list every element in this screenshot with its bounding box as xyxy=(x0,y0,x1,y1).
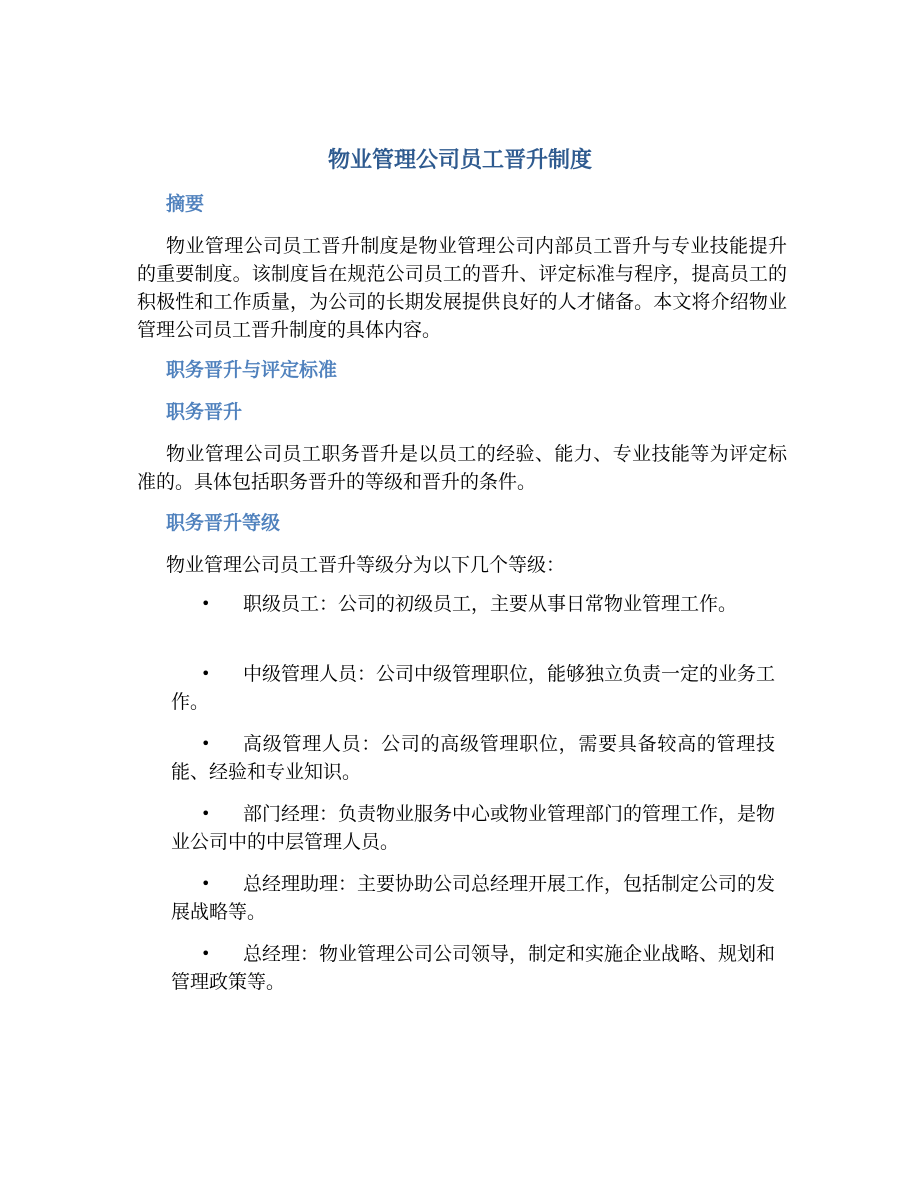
abstract-heading: 摘要 xyxy=(166,193,205,215)
document-title: 物业管理公司员工晋升制度 xyxy=(327,147,592,173)
list-item-text: 职级员工：公司的初级员工，主要从事日常物业管理工作。 xyxy=(243,593,738,615)
list-item-text: 部门经理：负责物业服务中心或物业管理部门的管理工作，是物业公司中的中层管理人员。 xyxy=(171,803,776,853)
list-item xyxy=(171,660,775,716)
promotion-heading: 职务晋升 xyxy=(166,401,243,423)
bullet-icon: • xyxy=(201,944,211,963)
list-item xyxy=(171,590,775,618)
list-item xyxy=(171,940,775,996)
list-item-text: 高级管理人员：公司的高级管理职位，需要具备较高的管理技能、经验和专业知识。 xyxy=(171,733,775,783)
bullet-icon: • xyxy=(201,874,211,893)
list-item xyxy=(171,800,775,856)
promotion-levels-heading: 职务晋升等级 xyxy=(166,512,281,534)
levels-intro-paragraph: 物业管理公司员工晋升等级分为以下几个等级： xyxy=(166,554,566,576)
list-item-text: 中级管理人员：公司中级管理职位，能够独立负责一定的业务工作。 xyxy=(171,663,776,713)
bullet-icon: • xyxy=(201,664,211,683)
bullet-icon: • xyxy=(201,594,211,613)
bullet-icon: • xyxy=(201,734,211,753)
list-item-text: 总经理：物业管理公司公司领导，制定和实施企业战略、规划和管理政策等。 xyxy=(171,943,776,993)
promotion-standards-heading: 职务晋升与评定标准 xyxy=(166,359,338,381)
list-item-text: 总经理助理：主要协助公司总经理开展工作，包括制定公司的发展战略等。 xyxy=(171,873,776,923)
bullet-icon: • xyxy=(201,804,211,823)
promotion-paragraph: 物业管理公司员工职务晋升是以员工的经验、能力、专业技能等为评定标准的。具体包括职务晋升的等级和晋升的条件。 xyxy=(137,443,787,493)
list-item xyxy=(171,730,775,786)
list-item xyxy=(171,870,775,926)
abstract-paragraph: 物业管理公司员工晋升制度是物业管理公司内部员工晋升与专业技能提升的重要制度。该制度旨在规范公司员工的晋升、评定标准与程序，提高员工的积极性和工作质量，为公司的长期发展提供良好的人才储备。本文将介绍物业管理公司员工晋升制度的具体内容。 xyxy=(137,235,787,341)
